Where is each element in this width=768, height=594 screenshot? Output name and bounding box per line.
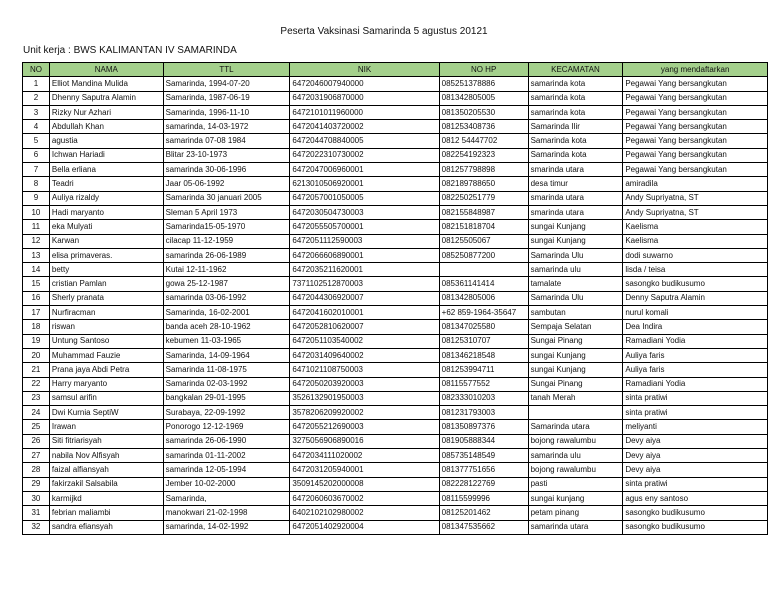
cell-kecamatan: Sempaja Selatan [528, 320, 623, 334]
table-row [23, 177, 768, 191]
cell-registrant: nurul komali [623, 306, 768, 320]
cell-no: 9 [23, 191, 50, 205]
cell-nik: 6472035211620001 [290, 263, 439, 277]
cell-no: 3 [23, 105, 50, 119]
cell-nik: 6472052810620007 [290, 320, 439, 334]
cell-ttl: Kutai 12-11-1962 [163, 263, 290, 277]
cell-kecamatan: sungai Kunjang [528, 220, 623, 234]
cell-no: 18 [23, 320, 50, 334]
cell-ttl: Samarinda, 1994-07-20 [163, 77, 290, 91]
page-title: Peserta Vaksinasi Samarinda 5 agustus 20121 [280, 26, 488, 37]
cell-no: 10 [23, 205, 50, 219]
cell-no: 32 [23, 520, 50, 534]
cell-nama: samsul arifin [49, 391, 163, 405]
cell-nik: 6472047006960001 [290, 163, 439, 177]
cell-nik: 6472057001050005 [290, 191, 439, 205]
table-row [23, 320, 768, 334]
cell-nama: Nurfiracman [49, 306, 163, 320]
cell-nama: faizal alfiansyah [49, 463, 163, 477]
cell-kecamatan: smarinda utara [528, 163, 623, 177]
cell-ttl: Samarinda, 1987-06-19 [163, 91, 290, 105]
cell-kecamatan: samarinda kota [528, 91, 623, 105]
cell-registrant: Devy aiya [623, 434, 768, 448]
cell-registrant: Kaelisma [623, 220, 768, 234]
cell-no-hp: 081377751656 [439, 463, 528, 477]
cell-registrant: Dea Indira [623, 320, 768, 334]
column-header-no-hp: NO HP [439, 63, 528, 77]
cell-no: 1 [23, 77, 50, 91]
cell-kecamatan: sambutan [528, 306, 623, 320]
cell-no-hp: 085250877200 [439, 248, 528, 262]
cell-nama: eka Mulyati [49, 220, 163, 234]
cell-registrant: Pegawai Yang bersangkutan [623, 148, 768, 162]
cell-registrant: Kaelisma [623, 234, 768, 248]
table-row [23, 191, 768, 205]
cell-kecamatan: Sungai Pinang [528, 377, 623, 391]
cell-kecamatan: pasti [528, 477, 623, 491]
cell-nama: Muhammad Fauzie [49, 348, 163, 362]
cell-registrant: Pegawai Yang bersangkutan [623, 163, 768, 177]
cell-nik: 3526132901950003 [290, 391, 439, 405]
cell-ttl: samarinda 26-06-1989 [163, 248, 290, 262]
table-row [23, 420, 768, 434]
cell-no-hp: 08125505067 [439, 234, 528, 248]
cell-nik: 3275056906890016 [290, 434, 439, 448]
cell-no-hp: 085735148549 [439, 449, 528, 463]
cell-kecamatan [528, 406, 623, 420]
cell-no: 16 [23, 291, 50, 305]
cell-nik: 6472022310730002 [290, 148, 439, 162]
cell-kecamatan: samarinda ulu [528, 449, 623, 463]
cell-no-hp: 081342805005 [439, 91, 528, 105]
cell-registrant: Andy Supriyatna, ST [623, 205, 768, 219]
cell-nik: 6472051402920004 [290, 520, 439, 534]
cell-kecamatan: bojong rawalumbu [528, 434, 623, 448]
cell-ttl: banda aceh 28-10-1962 [163, 320, 290, 334]
cell-nik: 6472030504730003 [290, 205, 439, 219]
cell-no-hp: 082250251779 [439, 191, 528, 205]
cell-kecamatan: samarinda ulu [528, 263, 623, 277]
table-row [23, 263, 768, 277]
cell-nama: karmijkd [49, 491, 163, 505]
cell-no: 2 [23, 91, 50, 105]
table-row [23, 506, 768, 520]
cell-no: 19 [23, 334, 50, 348]
table-row [23, 163, 768, 177]
cell-no: 15 [23, 277, 50, 291]
cell-no: 12 [23, 234, 50, 248]
cell-ttl: Samarinda, 14-09-1964 [163, 348, 290, 362]
cell-no: 5 [23, 134, 50, 148]
cell-no: 14 [23, 263, 50, 277]
table-header-row [23, 63, 768, 77]
cell-nik: 6472101011960000 [290, 105, 439, 119]
cell-no: 26 [23, 434, 50, 448]
cell-no: 17 [23, 306, 50, 320]
column-header-nik: NIK [290, 63, 439, 77]
cell-no-hp: 081905888344 [439, 434, 528, 448]
cell-nik: 6472031205940001 [290, 463, 439, 477]
cell-no: 13 [23, 248, 50, 262]
cell-no: 11 [23, 220, 50, 234]
cell-kecamatan: samarinda kota [528, 105, 623, 119]
cell-no-hp: 081350897376 [439, 420, 528, 434]
table-row [23, 463, 768, 477]
cell-registrant: Auliya faris [623, 348, 768, 362]
cell-ttl: bangkalan 29-01-1995 [163, 391, 290, 405]
cell-no-hp: 085361141414 [439, 277, 528, 291]
cell-nik: 3578206209920002 [290, 406, 439, 420]
column-header-ttl: TTL [163, 63, 290, 77]
cell-no-hp: 0812 54447702 [439, 134, 528, 148]
table-row [23, 77, 768, 91]
cell-nama: Irawan [49, 420, 163, 434]
cell-ttl: Jaar 05-06-1992 [163, 177, 290, 191]
table-row [23, 220, 768, 234]
cell-nama: Hadi maryanto [49, 205, 163, 219]
cell-nik: 6472046007940000 [290, 77, 439, 91]
column-header-nama: NAMA [49, 63, 163, 77]
cell-nik: 3509145202000008 [290, 477, 439, 491]
column-header-no: NO [23, 63, 50, 77]
cell-kecamatan: samarinda utara [528, 520, 623, 534]
cell-nik: 6471021108750003 [290, 363, 439, 377]
cell-registrant: Devy aiya [623, 449, 768, 463]
cell-no: 6 [23, 148, 50, 162]
cell-no-hp: 082189788650 [439, 177, 528, 191]
cell-no-hp: 082333010203 [439, 391, 528, 405]
table-row [23, 91, 768, 105]
cell-no-hp: 081347535662 [439, 520, 528, 534]
cell-kecamatan: bojong rawalumbu [528, 463, 623, 477]
cell-nik: 6472060603670002 [290, 491, 439, 505]
cell-ttl: samarinda 12-05-1994 [163, 463, 290, 477]
table-row [23, 120, 768, 134]
cell-kecamatan: sungai Kunjang [528, 348, 623, 362]
cell-ttl: cilacap 11-12-1959 [163, 234, 290, 248]
cell-registrant: lisda / teisa [623, 263, 768, 277]
cell-kecamatan: desa timur [528, 177, 623, 191]
column-header-kecamatan: KECAMATAN [528, 63, 623, 77]
cell-no-hp: 081253408736 [439, 120, 528, 134]
table-row [23, 363, 768, 377]
cell-nama: febrian maliambi [49, 506, 163, 520]
cell-kecamatan: petam pinang [528, 506, 623, 520]
cell-kecamatan: Samarinda utara [528, 420, 623, 434]
cell-registrant: agus eny santoso [623, 491, 768, 505]
cell-registrant: Denny Saputra Alamin [623, 291, 768, 305]
cell-ttl: Samarinda, 1996-11-10 [163, 105, 290, 119]
cell-kecamatan: samarinda kota [528, 77, 623, 91]
cell-nik: 6472034111020002 [290, 449, 439, 463]
cell-ttl: Samarinda, 16-02-2001 [163, 306, 290, 320]
cell-kecamatan: smarinda utara [528, 191, 623, 205]
cell-nama: nabila Nov Alfisyah [49, 449, 163, 463]
cell-nama: Bella erliana [49, 163, 163, 177]
cell-nama: cristian Pamlan [49, 277, 163, 291]
cell-registrant: sasongko budikusumo [623, 506, 768, 520]
cell-kecamatan: Samarinda Ulu [528, 291, 623, 305]
table-row [23, 348, 768, 362]
cell-nik: 6472066606890001 [290, 248, 439, 262]
cell-ttl: samarinda 01-11-2002 [163, 449, 290, 463]
cell-registrant: sinta pratiwi [623, 391, 768, 405]
cell-no-hp: 082254192323 [439, 148, 528, 162]
cell-ttl: Samarinda 11-08-1975 [163, 363, 290, 377]
cell-no: 7 [23, 163, 50, 177]
cell-nama: Siti fitriarisyah [49, 434, 163, 448]
cell-nama: Auliya rizaldy [49, 191, 163, 205]
cell-registrant: sinta pratiwi [623, 406, 768, 420]
table-row [23, 234, 768, 248]
cell-nik: 6472041602010001 [290, 306, 439, 320]
cell-nik: 6472031409640002 [290, 348, 439, 362]
cell-kecamatan: sungai kunjang [528, 491, 623, 505]
cell-nik: 6472055212690003 [290, 420, 439, 434]
cell-no-hp: 081346218548 [439, 348, 528, 362]
table-row [23, 491, 768, 505]
cell-no: 31 [23, 506, 50, 520]
cell-no-hp: 081257798898 [439, 163, 528, 177]
cell-ttl: Surabaya, 22-09-1992 [163, 406, 290, 420]
cell-no-hp: 081253994711 [439, 363, 528, 377]
cell-no: 28 [23, 463, 50, 477]
cell-ttl: samarinda, 14-03-1972 [163, 120, 290, 134]
cell-ttl: Blitar 23-10-1973 [163, 148, 290, 162]
table-row [23, 205, 768, 219]
cell-no: 21 [23, 363, 50, 377]
cell-ttl: Samarinda, [163, 491, 290, 505]
cell-nama: Dwi Kurnia SeptiW [49, 406, 163, 420]
cell-no-hp: 081350205530 [439, 105, 528, 119]
cell-nik: 6472031906870000 [290, 91, 439, 105]
cell-kecamatan: tamalate [528, 277, 623, 291]
work-unit-label: Unit kerja : BWS KALIMANTAN IV SAMARINDA [23, 45, 237, 56]
table-row [23, 434, 768, 448]
table-row [23, 291, 768, 305]
cell-nik: 6472044708840005 [290, 134, 439, 148]
cell-nik: 6472050203920003 [290, 377, 439, 391]
cell-ttl: manokwari 21-02-1998 [163, 506, 290, 520]
cell-nama: Prana jaya Abdi Petra [49, 363, 163, 377]
cell-ttl: Samarinda15-05-1970 [163, 220, 290, 234]
cell-no: 8 [23, 177, 50, 191]
cell-kecamatan: Samarinda Ulu [528, 248, 623, 262]
cell-ttl: samarinda 30-06-1996 [163, 163, 290, 177]
cell-nama: elisa primaveras. [49, 248, 163, 262]
cell-ttl: Ponorogo 12-12-1969 [163, 420, 290, 434]
table-row [23, 306, 768, 320]
cell-nama: agustia [49, 134, 163, 148]
cell-kecamatan: Samarinda kota [528, 148, 623, 162]
cell-registrant: meliyanti [623, 420, 768, 434]
cell-no-hp: 082155848987 [439, 205, 528, 219]
cell-registrant: Ramadiani Yodia [623, 334, 768, 348]
cell-nik: 7371102512870003 [290, 277, 439, 291]
cell-registrant: Pegawai Yang bersangkutan [623, 91, 768, 105]
table-row [23, 477, 768, 491]
cell-registrant: Pegawai Yang bersangkutan [623, 105, 768, 119]
cell-ttl: gowa 25-12-1987 [163, 277, 290, 291]
cell-no-hp: 08125201462 [439, 506, 528, 520]
cell-ttl: kebumen 11-03-1965 [163, 334, 290, 348]
cell-no-hp: 081231793003 [439, 406, 528, 420]
cell-kecamatan: Samarinda Ilir [528, 120, 623, 134]
cell-kecamatan: Samarinda kota [528, 134, 623, 148]
cell-nik: 6213010506920001 [290, 177, 439, 191]
cell-nik: 6472044306920007 [290, 291, 439, 305]
cell-registrant: sasongko budikusumo [623, 277, 768, 291]
cell-nama: Elliot Mandina Mulida [49, 77, 163, 91]
cell-nama: Ichwan Hariadi [49, 148, 163, 162]
cell-ttl: samarinda 26-06-1990 [163, 434, 290, 448]
cell-nama: Harry maryanto [49, 377, 163, 391]
cell-nama: Sherly pranata [49, 291, 163, 305]
cell-kecamatan: tanah Merah [528, 391, 623, 405]
cell-no-hp: 082228122769 [439, 477, 528, 491]
cell-ttl: Jember 10-02-2000 [163, 477, 290, 491]
cell-nama: fakirzakil Salsabila [49, 477, 163, 491]
cell-no: 25 [23, 420, 50, 434]
table-row [23, 377, 768, 391]
table-row [23, 334, 768, 348]
cell-no-hp: +62 859-1964-35647 [439, 306, 528, 320]
cell-no: 29 [23, 477, 50, 491]
cell-no-hp: 085251378886 [439, 77, 528, 91]
cell-registrant: Pegawai Yang bersangkutan [623, 77, 768, 91]
cell-nik: 6472051103540002 [290, 334, 439, 348]
cell-kecamatan: sungai Kunjang [528, 234, 623, 248]
table-row [23, 277, 768, 291]
cell-registrant: dodi suwarno [623, 248, 768, 262]
cell-no-hp [439, 263, 528, 277]
cell-registrant: Pegawai Yang bersangkutan [623, 120, 768, 134]
table-row [23, 449, 768, 463]
cell-no-hp: 081342805006 [439, 291, 528, 305]
cell-ttl: Samarinda 30 januari 2005 [163, 191, 290, 205]
cell-ttl: Samarinda 02-03-1992 [163, 377, 290, 391]
cell-nik: 6472055505700001 [290, 220, 439, 234]
cell-kecamatan: Sungai Pinang [528, 334, 623, 348]
cell-no: 22 [23, 377, 50, 391]
cell-no: 30 [23, 491, 50, 505]
table-row [23, 391, 768, 405]
cell-registrant: Auliya faris [623, 363, 768, 377]
cell-no-hp: 08115599996 [439, 491, 528, 505]
cell-ttl: Sleman 5 April 1973 [163, 205, 290, 219]
cell-nik: 6402102102980002 [290, 506, 439, 520]
table-body [23, 77, 768, 535]
cell-kecamatan: sungai Kunjang [528, 363, 623, 377]
cell-no: 24 [23, 406, 50, 420]
participants-table [22, 62, 768, 535]
cell-registrant: sinta pratiwi [623, 477, 768, 491]
cell-nik: 6472051112590003 [290, 234, 439, 248]
cell-no-hp: 08125310707 [439, 334, 528, 348]
cell-nama: Teadri [49, 177, 163, 191]
column-header-registrant: yang mendaftarkan [623, 63, 768, 77]
cell-nama: Rizky Nur Azhari [49, 105, 163, 119]
cell-registrant: Ramadiani Yodia [623, 377, 768, 391]
cell-no-hp: 082151818704 [439, 220, 528, 234]
cell-no-hp: 081347025580 [439, 320, 528, 334]
cell-registrant: Devy aiya [623, 463, 768, 477]
table-row [23, 148, 768, 162]
table-row [23, 406, 768, 420]
cell-nama: Karwan [49, 234, 163, 248]
cell-registrant: Andy Supriyatna, ST [623, 191, 768, 205]
cell-kecamatan: smarinda utara [528, 205, 623, 219]
cell-nama: sandra efiansyah [49, 520, 163, 534]
cell-registrant: amiradila [623, 177, 768, 191]
cell-ttl: samarinda 07-08 1984 [163, 134, 290, 148]
cell-nama: Untung Santoso [49, 334, 163, 348]
cell-no-hp: 08115577552 [439, 377, 528, 391]
cell-ttl: samarinda, 14-02-1992 [163, 520, 290, 534]
table-row [23, 520, 768, 534]
cell-nama: riswan [49, 320, 163, 334]
cell-registrant: sasongko budikusumo [623, 520, 768, 534]
table-row [23, 248, 768, 262]
cell-nama: Dhenny Saputra Alamin [49, 91, 163, 105]
cell-no: 23 [23, 391, 50, 405]
table-row [23, 105, 768, 119]
cell-nik: 6472041403720002 [290, 120, 439, 134]
cell-registrant: Pegawai Yang bersangkutan [623, 134, 768, 148]
cell-nama: Abdullah Khan [49, 120, 163, 134]
cell-ttl: samarinda 03-06-1992 [163, 291, 290, 305]
cell-no: 20 [23, 348, 50, 362]
cell-nama: betty [49, 263, 163, 277]
cell-no: 4 [23, 120, 50, 134]
cell-no: 27 [23, 449, 50, 463]
table-row [23, 134, 768, 148]
